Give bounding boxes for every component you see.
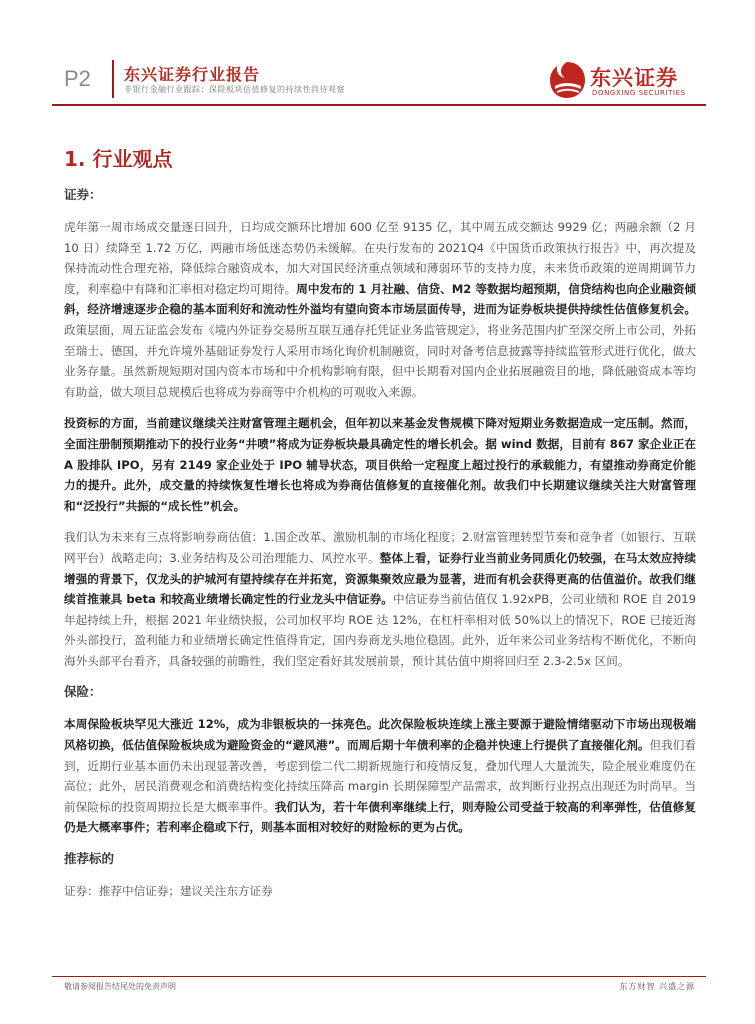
text-run-bold: 周中发布的 1 月社融、信贷、M2 等数据均超预期，信贷结构也向企业融资倾斜，经济增速逐步企稳的基本面利好和流动性外溢均有望向资本市场层面传导，进而为证券板块提供持续性估值修复机会。 [64, 281, 696, 317]
page-number: P2 [64, 66, 91, 91]
text-run-bold: 整体上看，证券行业当前业务同质化仍较强，在马太效应持续增强的背景下，仅龙头的护城河有望持续存在并拓宽，资源集聚效应最为显著，进而有机会获得更高的估值溢价。故我们继续首推兼具 beta 和较高业绩增长确定性的行业龙头中信证券。 [64, 550, 696, 607]
securities-paragraph-1 [64, 217, 696, 402]
header-divider [112, 60, 114, 98]
header-rule [52, 104, 706, 106]
text-run: 虎年第一周市场成交量逐日回升，日均成交额环比增加 600 亿至 9135 亿，其中周五成交额达 9929 亿；两融余额（2 月 10 日）续降至 1.72 万亿，两融市场低迷态势仍未缓解。在央行发布的 2021Q4《中国货币政策执行报告》中，再次提及保持流动性合理充裕，降低综合融资成本，加大对国民经济重点领域和薄弱环节的支持力度，未来货币政策的逆周期调节力度，利率稳中有降和汇率相对稳定均可期待。 [64, 220, 696, 296]
logo-text-cn: 东兴证券 [590, 66, 678, 90]
text-run: 我们认为未来有三点将影响券商估值：1.国企改革、激励机制的市场化程度；2.财富管理转型节奏和竞争者（如银行、互联网平台）战略走向；3.业务结构及公司治理能力、风控水平。 [64, 530, 696, 565]
text-run-bold: 投资标的方面，当前建议继续关注财富管理主题机会，但年初以来基金发售规模下降对短期业务数据造成一定压制。然而，全面注册制预期推动下的投行业务“井喷”将成为证券板块最具确定性的增长机会。据 wind 数据，目前有 867 家企业正在 A 股排队 IPO，另有 2149 家企业处于 IPO 辅导状态，项目供给一定程度上超过投行的承载能力，有望推动券商定价能力的提升。此外，成交量的持续恢复性增长也将成为券商估值修复的直接催化剂。故我们中长期建议继续关注大财富管理和“泛投行”共振的“成长性”机会。 [64, 416, 696, 513]
insurance-paragraph-1 [64, 714, 696, 838]
report-title: 东兴证券行业报告 [124, 65, 261, 84]
securities-paragraph-2 [64, 413, 696, 516]
text-run: 但我们看到，近期行业基本面仍未出现显著改善，考虑到偿二代二期新规施行和疫情反复，叠加代理人大量流失，险企展业难度仍在高位；此外，居民消费观念和消费结构变化持续压降高 margin 长期保障型产品需求，故判断行业拐点出现还为时尚早。当前保险标的投资周期拉长是大概率事件。 [64, 738, 696, 814]
report-body [64, 185, 696, 901]
footer-disclaimer: 敬请参阅报告结尾处的免责声明 [64, 982, 176, 991]
insurance-heading: 保险： [64, 684, 102, 700]
securities-paragraph-3 [64, 527, 696, 671]
logo-mark-icon [548, 60, 586, 100]
section-title: 1. 行业观点 [64, 147, 173, 171]
footer-slogan: 东方财智 兴盛之源 [619, 982, 695, 991]
recommendation-heading: 推荐标的 [64, 851, 115, 867]
text-run-bold: 我们认为，若十年债利率继续上行，则寿险公司受益于较高的利率弹性，估值修复仍是大概率事件；若利率企稳或下行，则基本面相对较好的财险标的更为占优。 [64, 799, 696, 835]
page-header [0, 0, 755, 110]
company-logo [548, 60, 698, 102]
report-subtitle: 非银行金融行业跟踪：保险板块估值修复的持续性尚待观察 [124, 85, 345, 94]
recommendation-text: 证券：推荐中信证券；建议关注东方证券 [64, 884, 273, 899]
text-run: 中信证券当前估值仅 1.92xPB，公司业绩和 ROE 自 2019 年起持续上升，根据 2021 年业绩快报，公司加权平均 ROE 达 12%，在杠杆率相对低 50%以上的情况下，ROE 已接近海外头部投行，盈利能力和业绩增长确定性值得肯定，国内券商龙头地位稳固。此外，近年来公司业务结构不断优化，不断向海外头部平台看齐，具备较强的前瞻性，我们坚定看好其发展前景，预计其估值中期将回归至 2.3-2.5x 区间。 [64, 592, 696, 668]
footer-rule [52, 976, 706, 977]
text-run-bold: 本周保险板块罕见大涨近 12%，成为非银板块的一抹亮色。此次保险板块连续上涨主要源于避险情绪驱动下市场出现极端风格切换，低估值保险板块成为避险资金的“避风港”。而周后期十年债利率的企稳并快速上行提供了直接催化剂。 [64, 717, 696, 753]
text-run: 政策层面，周五证监会发布《境内外证券交易所互联互通存托凭证业务监管规定》，将业务范围内扩至深交所上市公司，外拓至瑞士、德国，并允许境外基础证券发行人采用市场化询价机制融资，同时对备考信息披露等持续监管形式进行优化，做大业务存量。虽然新规短期对国内资本市场和中介机构影响有限，但中长期看对国内企业拓展融资目的地，降低融资成本等均有助益，做大项目总规模后也将成为券商等中介机构的可观收入来源。 [64, 322, 696, 399]
logo-text-en: DONGXING SECURITIES [592, 89, 686, 97]
securities-heading: 证券： [64, 187, 102, 202]
